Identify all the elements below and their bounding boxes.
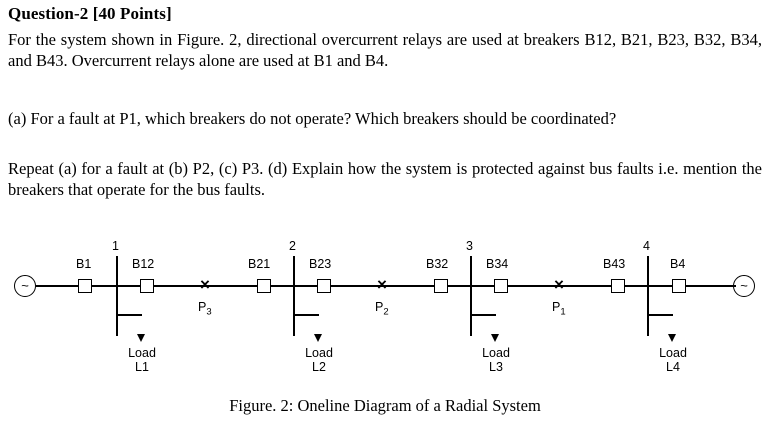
bus-2 <box>293 256 295 314</box>
breaker-b21-label: B21 <box>248 257 271 271</box>
fault-p3-marker: × <box>200 275 210 294</box>
page-title: Question-2 [40 Points] <box>8 4 172 23</box>
feeder-l1-horizontal <box>116 314 142 316</box>
load-l1-line1: Load <box>128 346 156 360</box>
load-l1-label <box>112 346 172 374</box>
load-l1-line2: L1 <box>135 360 149 374</box>
breaker-b4 <box>672 279 686 293</box>
feeder-l3-arrow <box>491 334 499 342</box>
load-l2-line1: Load <box>305 346 333 360</box>
fault-p1-sub: 1 <box>560 306 566 318</box>
generator-right-icon: ~ <box>733 275 755 297</box>
load-l4-line1: Load <box>659 346 687 360</box>
load-l2-label <box>289 346 349 374</box>
bus-1-label: 1 <box>112 239 119 253</box>
breaker-b21 <box>257 279 271 293</box>
feeder-l2-horizontal <box>293 314 319 316</box>
bus-3 <box>470 256 472 314</box>
figure-caption: Figure. 2: Oneline Diagram of a Radial System <box>229 396 541 415</box>
bus-1 <box>116 256 118 314</box>
load-l2-line2: L2 <box>312 360 326 374</box>
breaker-b32-label: B32 <box>426 257 449 271</box>
fault-p1-label <box>552 300 566 318</box>
load-l3-line1: Load <box>482 346 510 360</box>
load-l4-label <box>643 346 703 374</box>
feeder-l2-vertical <box>293 314 295 336</box>
question-paragraph-3: Repeat (a) for a fault at (b) P2, (c) P3. (d) Explain how the system is protected against bus faults i.e. mention the breakers that operate for the bus faults. <box>8 159 762 199</box>
bus-2-label: 2 <box>289 239 296 253</box>
feeder-l4-vertical <box>647 314 649 336</box>
bus-4 <box>647 256 649 314</box>
breaker-b23 <box>317 279 331 293</box>
question-paragraph-1: For the system shown in Figure. 2, directional overcurrent relays are used at breakers B12, B21, B23, B32, B34, and B43. Overcurrent relays alone are used at B1 and B4. <box>8 30 762 70</box>
question-paragraph-2: (a) For a fault at P1, which breakers do not operate? Which breakers should be coordinated? <box>8 109 617 128</box>
fault-p2-letter: P <box>375 300 384 314</box>
fault-p3-letter: P <box>198 300 207 314</box>
breaker-b43-label: B43 <box>603 257 626 271</box>
breaker-b23-label: B23 <box>309 257 332 271</box>
breaker-b32 <box>434 279 448 293</box>
breaker-b12-label: B12 <box>132 257 155 271</box>
breaker-b12 <box>140 279 154 293</box>
bus-3-label: 3 <box>466 239 473 253</box>
fault-p3-sub: 3 <box>206 306 212 318</box>
feeder-l4-horizontal <box>647 314 673 316</box>
breaker-b1-label: B1 <box>76 257 92 271</box>
feeder-l2-arrow <box>314 334 322 342</box>
breaker-b43 <box>611 279 625 293</box>
fault-p2-label <box>375 300 389 318</box>
load-l3-label <box>466 346 526 374</box>
fault-p2-marker: × <box>377 275 387 294</box>
feeder-l3-vertical <box>470 314 472 336</box>
oneline-diagram <box>0 228 770 393</box>
feeder-l1-arrow <box>137 334 145 342</box>
bus-4-label: 4 <box>643 239 650 253</box>
fault-p1-marker: × <box>554 275 564 294</box>
feeder-l4-arrow <box>668 334 676 342</box>
breaker-b1 <box>78 279 92 293</box>
breaker-b34 <box>494 279 508 293</box>
breaker-b4-label: B4 <box>670 257 686 271</box>
fault-p1-letter: P <box>552 300 561 314</box>
generator-left-icon: ~ <box>14 275 36 297</box>
fault-p3-label <box>198 300 212 318</box>
breaker-b34-label: B34 <box>486 257 509 271</box>
load-l3-line2: L3 <box>489 360 503 374</box>
fault-p2-sub: 2 <box>383 306 389 318</box>
load-l4-line2: L4 <box>666 360 680 374</box>
feeder-l3-horizontal <box>470 314 496 316</box>
feeder-l1-vertical <box>116 314 118 336</box>
